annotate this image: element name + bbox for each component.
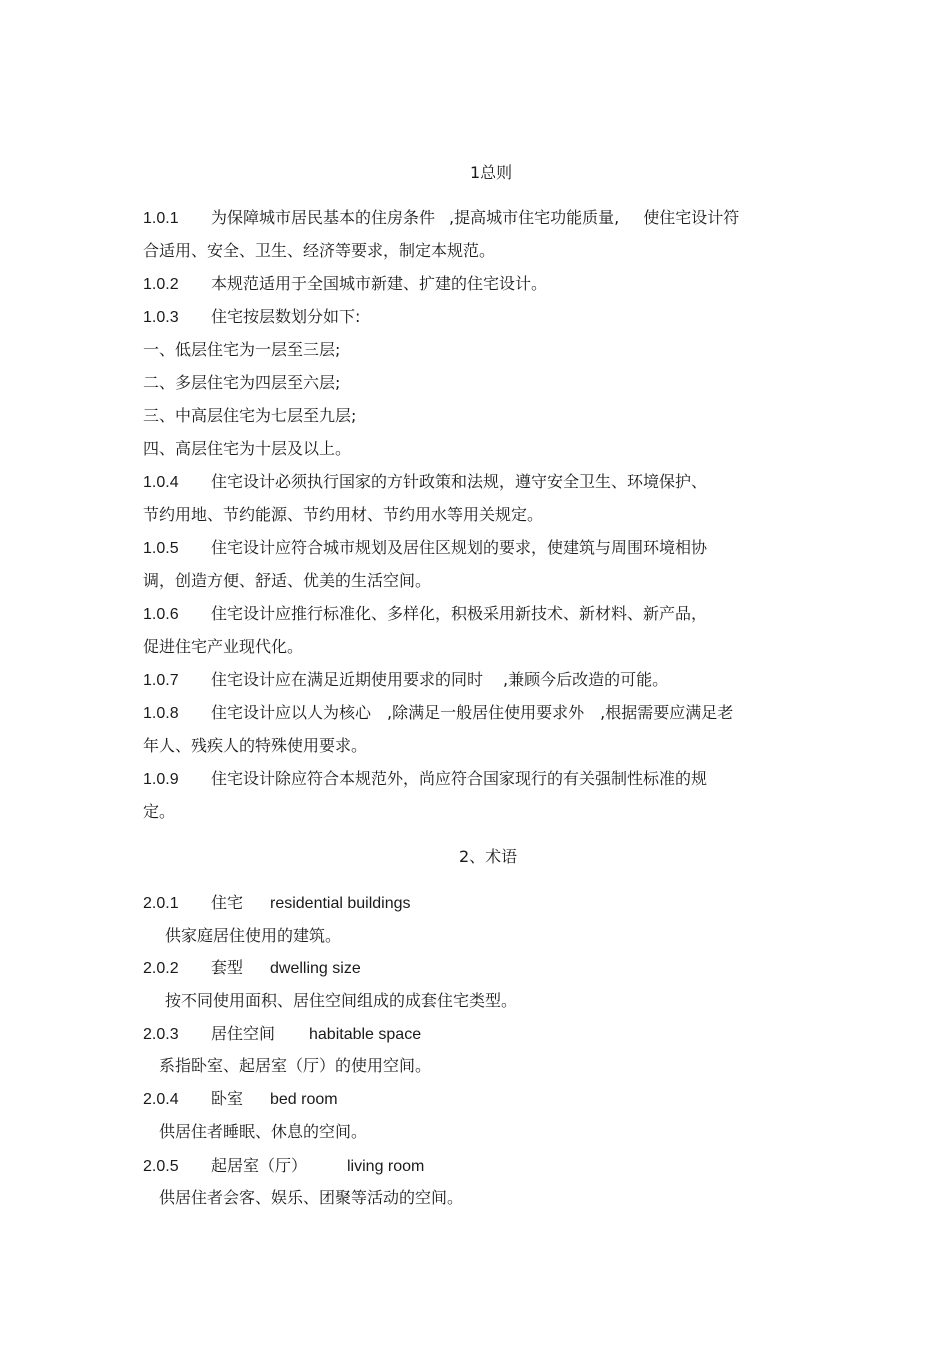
term-chinese: 套型 [211, 958, 244, 977]
clause-number: 1.0.7 [143, 672, 179, 689]
clause-text: ,兼顾今后改造的可能。 [503, 670, 669, 689]
term-english: habitable space [309, 1026, 422, 1043]
chapter-1-title: 1总则 [470, 163, 513, 182]
clause-text: ,提高城市住宅功能质量, [449, 208, 620, 227]
clause-1-0-9-line-1 [143, 769, 707, 790]
clause-text: 住宅设计应以人为核心 [211, 703, 372, 722]
term-2-0-2 [143, 958, 361, 979]
clause-1-0-5-line-2: 调，创造方便、舒适、优美的生活空间。 [143, 571, 432, 590]
term-2-0-5 [143, 1156, 424, 1177]
clause-1-0-1-line-1 [143, 208, 739, 229]
clause-number: 1.0.1 [143, 210, 179, 227]
term-number: 2.0.2 [143, 960, 179, 977]
clause-1-0-1-line-2: 合适用、安全、卫生、经济等要求，制定本规范。 [143, 241, 496, 260]
clause-text: 住宅设计应在满足近期使用要求的同时 [211, 670, 484, 689]
term-english: dwelling size [270, 960, 361, 977]
clause-text: 住宅设计应符合城市规划及居住区规划的要求，使建筑与周围环境相协 [211, 538, 708, 557]
clause-number: 1.0.5 [143, 540, 179, 557]
clause-1-0-2 [143, 274, 547, 295]
clause-1-0-5-line-1 [143, 538, 707, 559]
clause-1-0-6-line-1 [143, 604, 707, 625]
list-item-2: 二、多层住宅为四层至六层; [143, 373, 341, 392]
term-number: 2.0.5 [143, 1158, 179, 1175]
list-item-4: 四、高层住宅为十层及以上。 [143, 439, 352, 458]
list-item-3: 三、中高层住宅为七层至九层; [143, 406, 357, 425]
clause-1-0-4-line-1 [143, 472, 707, 493]
term-2-0-3-definition: 系指卧室、起居室（厅）的使用空间。 [159, 1056, 432, 1075]
clause-1-0-9-line-2: 定。 [143, 802, 176, 821]
clause-text: 住宅按层数划分如下: [211, 307, 361, 326]
clause-number: 1.0.4 [143, 474, 179, 491]
clause-1-0-8-line-1 [143, 703, 733, 724]
term-2-0-4 [143, 1089, 338, 1110]
clause-1-0-4-line-2: 节约用地、节约能源、节约用材、节约用水等用关规定。 [143, 505, 544, 524]
clause-1-0-3 [143, 307, 360, 328]
term-2-0-4-definition: 供居住者睡眠、休息的空间。 [159, 1122, 368, 1141]
term-chinese: 起居室（厅） [211, 1156, 308, 1175]
clause-text: ,除满足一般居住使用要求外 [387, 703, 585, 722]
term-english: bed room [270, 1091, 338, 1108]
term-2-0-5-definition: 供居住者会客、娱乐、团聚等活动的空间。 [159, 1188, 464, 1207]
term-english: residential buildings [270, 895, 411, 912]
clause-number: 1.0.9 [143, 771, 179, 788]
clause-text: 住宅设计除应符合本规范外，尚应符合国家现行的有关强制性标准的规 [211, 769, 708, 788]
chapter-2-title: 2、术语 [459, 847, 518, 866]
term-number: 2.0.3 [143, 1026, 179, 1043]
clause-number: 1.0.2 [143, 276, 179, 293]
clause-1-0-8-line-2: 年人、残疾人的特殊使用要求。 [143, 736, 368, 755]
term-chinese: 卧室 [211, 1089, 244, 1108]
term-number: 2.0.1 [143, 895, 179, 912]
term-english: living room [347, 1158, 425, 1175]
term-chinese: 居住空间 [211, 1024, 276, 1043]
clause-text: 为保障城市居民基本的住房条件 [211, 208, 436, 227]
term-2-0-1-definition: 供家庭居住使用的建筑。 [165, 926, 342, 945]
clause-number: 1.0.6 [143, 606, 179, 623]
term-2-0-2-definition: 按不同使用面积、居住空间组成的成套住宅类型。 [165, 991, 518, 1010]
list-item-1: 一、低层住宅为一层至三层; [143, 340, 341, 359]
term-2-0-1 [143, 893, 411, 914]
clause-text: 住宅设计应推行标准化、多样化，积极采用新技术、新材料、新产品， [211, 604, 708, 623]
clause-1-0-6-line-2: 促进住宅产业现代化。 [143, 637, 304, 656]
term-chinese: 住宅 [211, 893, 244, 912]
clause-1-0-7 [143, 670, 668, 691]
clause-number: 1.0.3 [143, 309, 179, 326]
clause-number: 1.0.8 [143, 705, 179, 722]
clause-text: 本规范适用于全国城市新建、扩建的住宅设计。 [211, 274, 548, 293]
term-number: 2.0.4 [143, 1091, 179, 1108]
term-2-0-3 [143, 1024, 421, 1045]
clause-text: 住宅设计必须执行国家的方针政策和法规，遵守安全卫生、环境保护、 [211, 472, 708, 491]
clause-text: 使住宅设计符 [643, 208, 740, 227]
clause-text: ,根据需要应满足老 [600, 703, 734, 722]
